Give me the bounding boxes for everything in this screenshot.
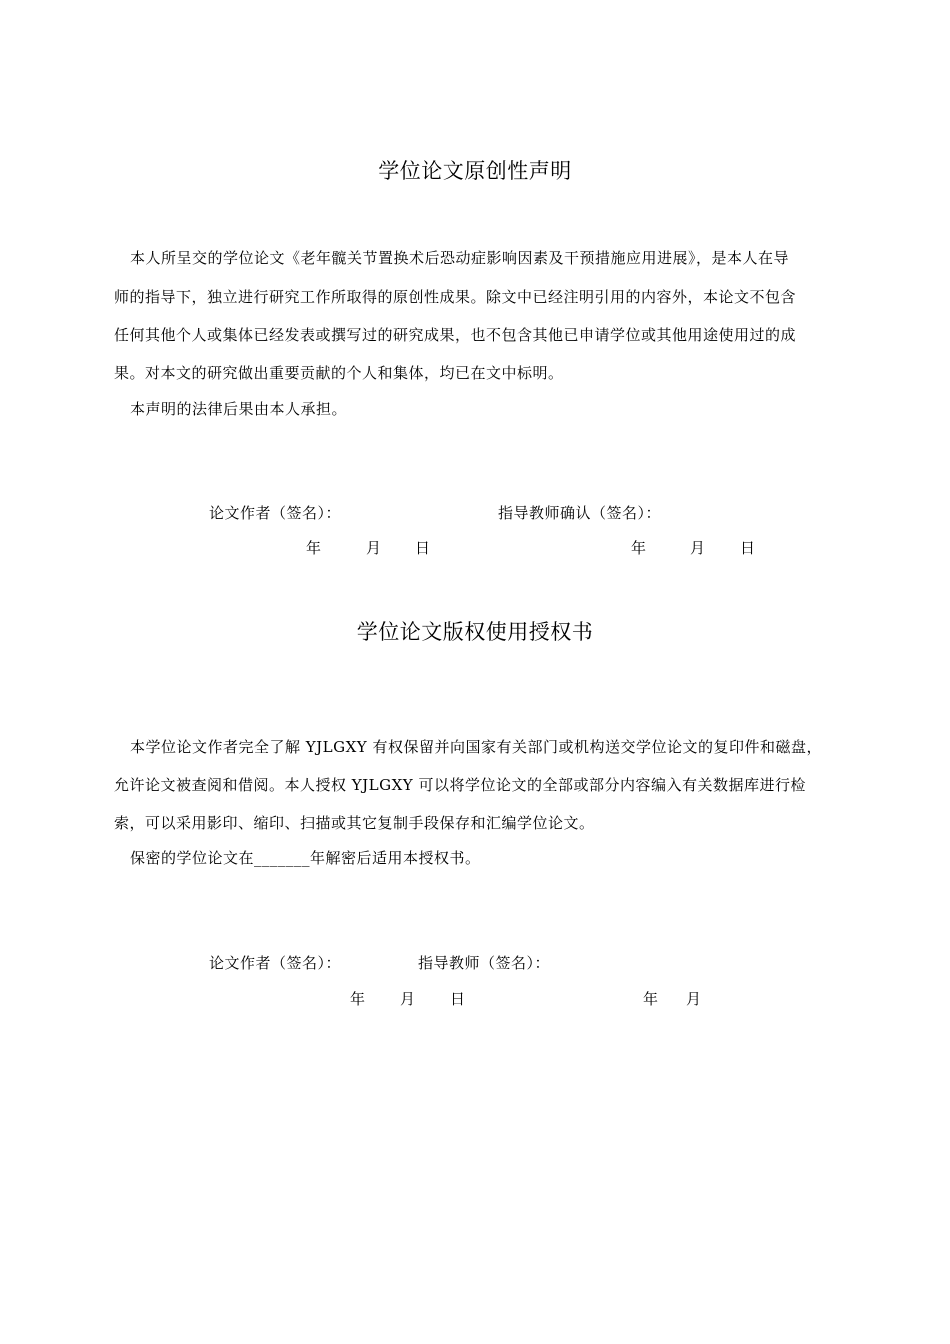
copyright-line-4: 保密的学位论文在_______年解密后适用本授权书。 <box>130 849 481 867</box>
copyright-advisor-date-month: 月 <box>686 990 702 1008</box>
copyright-author-signature-label: 论文作者（签名）： <box>209 954 342 972</box>
originality-line-4: 果。对本文的研究做出重要贡献的个人和集体，均已在文中标明。 <box>114 364 564 382</box>
originality-author-date-day: 日 <box>415 539 431 557</box>
originality-advisor-date-year: 年 <box>631 539 647 557</box>
originality-line-1: 本人所呈交的学位论文《老年髋关节置换术后恐动症影响因素及干预措施应用进展》，是本人在导 <box>130 249 790 267</box>
copyright-author-date-year: 年 <box>350 990 366 1008</box>
copyright-line-3: 索，可以采用影印、缩印、扫描或其它复制手段保存和汇编学位论文。 <box>114 814 595 832</box>
originality-advisor-date-month: 月 <box>690 539 706 557</box>
copyright-advisor-signature-label: 指导教师（签名）： <box>418 954 551 972</box>
originality-title: 学位论文原创性声明 <box>378 159 572 183</box>
originality-line-3: 任何其他个人或集体已经发表或撰写过的研究成果，也不包含其他已申请学位或其他用途使用过的成 <box>114 326 797 344</box>
copyright-author-date-day: 日 <box>450 990 466 1008</box>
originality-author-date-year: 年 <box>306 539 322 557</box>
originality-line-2: 师的指导下，独立进行研究工作所取得的原创性成果。除文中已经注明引用的内容外，本论文不包含 <box>114 288 797 306</box>
copyright-advisor-date-year: 年 <box>643 990 659 1008</box>
copyright-title: 学位论文版权使用授权书 <box>356 620 594 644</box>
copyright-author-date-month: 月 <box>400 990 416 1008</box>
copyright-line-2: 允许论文被查阅和借阅。本人授权 YJLGXY 可以将学位论文的全部或部分内容编入有关数据库进行检 <box>114 776 806 794</box>
originality-advisor-signature-label: 指导教师确认（签名）： <box>498 504 662 522</box>
originality-advisor-date-day: 日 <box>740 539 756 557</box>
originality-author-signature-label: 论文作者（签名）： <box>209 504 342 522</box>
originality-author-date-month: 月 <box>366 539 382 557</box>
copyright-line-1: 本学位论文作者完全了解 YJLGXY 有权保留并向国家有关部门或机构送交学位论文的复印件和磁盘， <box>130 738 822 756</box>
originality-line-5: 本声明的法律后果由本人承担。 <box>130 400 348 418</box>
